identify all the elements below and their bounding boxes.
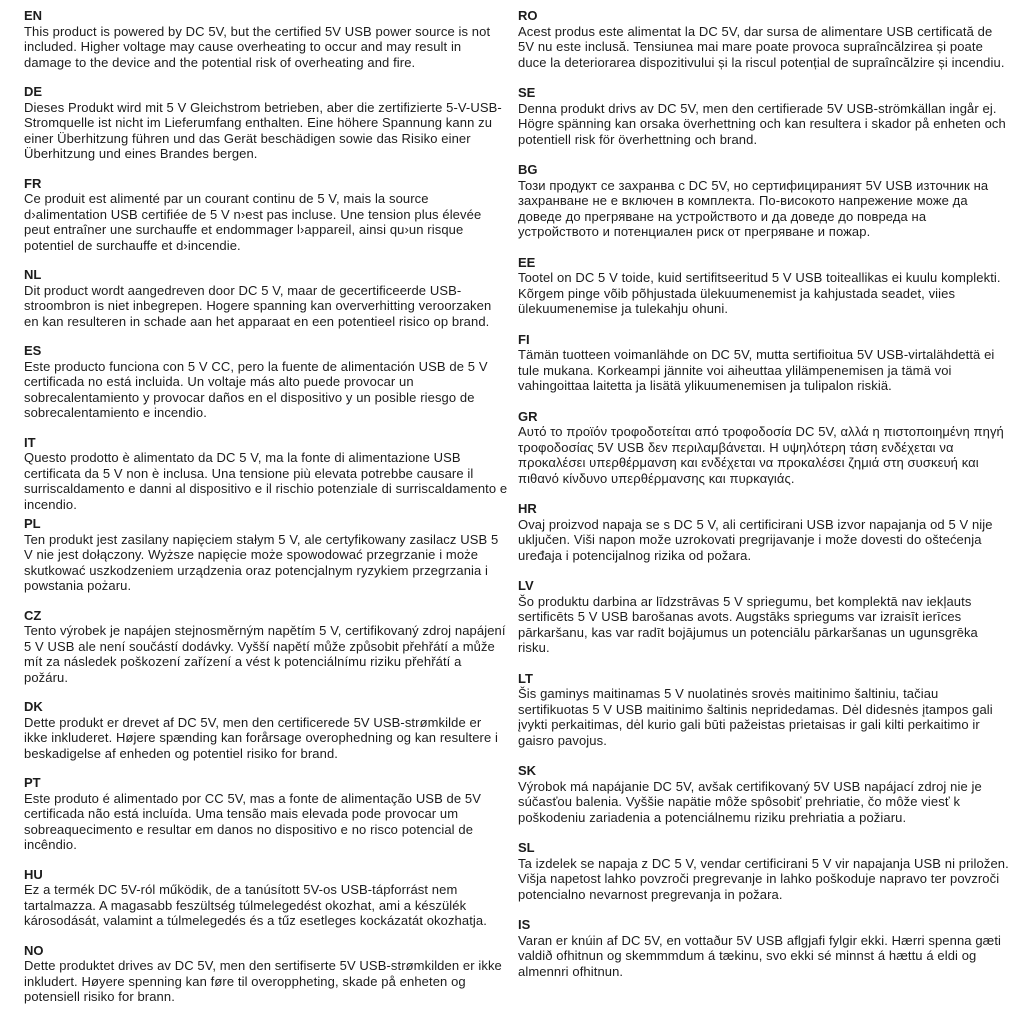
- lang-text-ro: Acest produs este alimentat la DC 5V, dar sursa de alimentare USB certificată de 5V nu este inclusă. Tensiunea mai mare poate provoca supraîncălzirea și poate duce la deteriorarea dispozitivului și la riscul potențial de supraîncălzire și incendiu.: [518, 23, 1005, 70]
- lang-text-sk: Výrobok má napájanie DC 5V, avšak certifikovaný 5V USB napájací zdroj nie je súčasťou balenia. Vyššie napätie môže spôsobiť prehriatie, čo môže viesť k poškodeniu zariadenia a potenciálnemu riziku prehriatia a požiaru.: [518, 778, 982, 825]
- lang-section-hr: [518, 501, 1010, 563]
- lang-code-sl: SL: [518, 840, 535, 855]
- lang-section-cz: [24, 608, 508, 686]
- lang-code-pl: PL: [24, 516, 41, 531]
- lang-text-no: Dette produktet drives av DC 5V, men den sertifiserte 5V USB-strømkilden er ikke inkludert. Høyere spenning kan føre til overoppheting, skade på enheten og potensiell risiko for brann.: [24, 958, 502, 1004]
- lang-section-pt: [24, 775, 508, 853]
- lang-code-lt: LT: [518, 670, 533, 686]
- lang-code-sk: SK: [518, 763, 537, 778]
- lang-section-fr: [24, 176, 508, 254]
- lang-code-es: ES: [24, 343, 42, 358]
- lang-code-fr: FR: [24, 175, 42, 191]
- lang-section-es: [24, 343, 508, 421]
- left-column: [24, 8, 508, 1024]
- lang-text-cz: Tento výrobek je napájen stejnosměrným napětím 5 V, certifikovaný zdroj napájení 5 V USB ale není součástí dodávky. Vyšší napětí může způsobit přehřátí a může mít za následek poškození zařízení a vést k potenciálnímu riziku přehřátí a požáru.: [24, 623, 506, 685]
- lang-code-lv: LV: [518, 578, 534, 593]
- lang-text-ee: Tootel on DC 5 V toide, kuid sertifitseeritud 5 V USB toiteallikas ei kuulu komplekti. Kõrgem pinge võib põhjustada ülekuumenemist ja kahjustada seadet, viies ülekuumenemise ja tulekahju ohuni.: [518, 270, 1001, 316]
- lang-text-sl: Ta izdelek se napaja z DC 5 V, vendar certificirani 5 V vir napajanja USB ni priložen. Višja napetost lahko povzroči pregrevanje in lahko poškoduje napravo ter povzroči potencialno nevarnost pregrevanja in požara.: [518, 855, 1009, 902]
- lang-code-ro: RO: [518, 8, 538, 23]
- lang-code-ee: EE: [518, 254, 536, 270]
- lang-section-hu: [24, 867, 508, 929]
- lang-text-es: Este producto funciona con 5 V CC, pero la fuente de alimentación USB de 5 V certificada no está incluida. Un voltaje más alto puede provocar un sobrecalentamiento y provocar daños en el dispositivo y un posible riesgo de sobrecalentamiento e incendio.: [24, 358, 488, 420]
- lang-section-ro: [518, 8, 1010, 70]
- lang-text-hr: Ovaj proizvod napaja se s DC 5 V, ali certificirani USB izvor napajanja od 5 V nije uključen. Viši napon može uzrokovati pregrijavanje i može dovesti do oštećenja uređaja i potencijalnog rizika od požara.: [518, 516, 993, 563]
- lang-section-dk: [24, 699, 508, 761]
- lang-section-lt: [518, 671, 1010, 749]
- lang-section-bg: [518, 162, 1010, 240]
- lang-text-pt: Este produto é alimentado por CC 5V, mas a fonte de alimentação USB de 5V certificada não está incluída. Uma tensão mais elevada pode provocar um sobreaquecimento e resultar em danos no dispositivo e no risco potencial de incêndio.: [24, 790, 482, 852]
- lang-section-nl: [24, 267, 508, 329]
- lang-text-hu: Ez a termék DC 5V-ról működik, de a tanúsított 5V-os USB-tápforrást nem tartalmazza. A magasabb feszültség túlmelegedést okozhat, ami a készülék károsodását, valamint a túlmelegedés és a tűz esetleges kockázatát okozhatja.: [24, 882, 487, 928]
- right-column: [518, 8, 1010, 1024]
- lang-code-it: IT: [24, 434, 36, 450]
- lang-section-sl: [518, 840, 1010, 902]
- lang-section-fi: [518, 332, 1010, 394]
- lang-code-en: EN: [24, 8, 43, 23]
- lang-text-lt: Šis gaminys maitinamas 5 V nuolatinės srovės maitinimo šaltiniu, tačiau sertifikuotas 5 V USB maitinimo šaltinis nepridedamas. Dėl didesnės įtampos gali įvykti perkaitimas, dėl kurio gali būti pažeistas prietaisas ir gali kilti perkaitimo ir gaisro pavojus.: [518, 686, 993, 748]
- lang-section-ee: [518, 255, 1010, 317]
- lang-code-dk: DK: [24, 699, 43, 714]
- lang-section-se: [518, 85, 1010, 147]
- lang-section-it: [24, 435, 508, 513]
- lang-code-pt: PT: [24, 775, 41, 790]
- lang-text-en: This product is powered by DC 5V, but the certified 5V USB power source is not included. Higher voltage may cause overheating to occur and may result in damage to the device and the potential risk of overheating and fire.: [24, 23, 491, 70]
- lang-code-no: NO: [24, 942, 44, 958]
- lang-section-no: [24, 943, 508, 1005]
- lang-section-pl: [24, 516, 508, 594]
- lang-code-hr: HR: [518, 501, 537, 516]
- lang-code-is: IS: [518, 917, 531, 932]
- lang-code-fi: FI: [518, 331, 530, 347]
- lang-code-bg: BG: [518, 162, 538, 177]
- lang-code-hu: HU: [24, 866, 43, 882]
- lang-code-cz: CZ: [24, 607, 42, 623]
- lang-code-gr: GR: [518, 408, 538, 424]
- lang-section-sk: [518, 763, 1010, 825]
- lang-text-nl: Dit product wordt aangedreven door DC 5 V, maar de gecertificeerde USB-stroombron is niet inbegrepen. Hogere spanning kan oververhitting veroorzaken en kan resulteren in schade aan het apparaat en een potentieel risico op brand.: [24, 282, 492, 329]
- lang-text-gr: Αυτό το προϊόν τροφοδοτείται από τροφοδοσία DC 5V, αλλά η πιστοποιημένη πηγή τροφοδοσίας 5V USB δεν περιλαμβάνεται. Η υψηλότερη τάση ενδέχεται να προκαλέσει υπερθέρμανση και ενδέχεται να προκαλέσει ζημιά στη συσκευή και πιθανό κίνδυνο υπερθέρμανσης και πυρκαγιάς.: [518, 424, 1004, 486]
- lang-section-gr: [518, 409, 1010, 487]
- lang-text-it: Questo prodotto è alimentato da DC 5 V, ma la fonte di alimentazione USB certificata da 5 V non è inclusa. Una tensione più elevata potrebbe causare il surriscaldamento e danni al dispositivo e il rischio potenziale di surriscaldamento e incendio.: [24, 450, 508, 512]
- lang-section-lv: [518, 578, 1010, 656]
- lang-code-de: DE: [24, 84, 43, 99]
- lang-text-fr: Ce produit est alimenté par un courant continu de 5 V, mais la source d›alimentation USB certifiée de 5 V n›est pas incluse. Une tension plus élevée peut entraîner une surchauffe et endommager l›appareil, ainsi qu›un risque potentiel de surchauffe et d›incendie.: [24, 191, 482, 253]
- lang-section-en: [24, 8, 508, 70]
- lang-text-lv: Šo produktu darbina ar līdzstrāvas 5 V spriegumu, bet komplektā nav iekļauts sertificēts 5 V USB barošanas avots. Augstāks spriegums var izraisīt ierīces pārkaršanu, kas var radīt bojājumus un potenciālu pārkaršanas un ugunsgrēka risku.: [518, 593, 978, 655]
- lang-section-is: [518, 917, 1010, 979]
- lang-text-se: Denna produkt drivs av DC 5V, men den certifierade 5V USB-strömkällan ingår ej. Högre spänning kan orsaka överhettning och kan resultera i skador på enheten och potentiell risk för överhettning och brand.: [518, 100, 1006, 147]
- lang-text-is: Varan er knúin af DC 5V, en vottaður 5V USB aflgjafi fylgir ekki. Hærri spenna gæti valdið ofhitnun og skemmmdum á tækinu, svo ekki sé minnst á hættu á eldi og almennri ofhitnun.: [518, 932, 1002, 979]
- lang-code-nl: NL: [24, 267, 42, 282]
- lang-text-pl: Ten produkt jest zasilany napięciem stałym 5 V, ale certyfikowany zasilacz USB 5 V nie jest dołączony. Wyższe napięcie może spowodować przegrzanie i może skutkować uszkodzeniem urządzenia oraz potencjalnym ryzykiem przegrzania i powstania pożaru.: [24, 531, 499, 593]
- lang-section-de: [24, 84, 508, 162]
- lang-text-bg: Този продукт се захранва с DC 5V, но сертифицираният 5V USB източник на захранване не е включен в комплекта. По-високото напрежение може да доведе до прегряване на устройството и да доведе до повреда на устройството и потенциален риск от прегряване и пожар.: [518, 177, 989, 239]
- lang-code-se: SE: [518, 85, 536, 100]
- lang-text-dk: Dette produkt er drevet af DC 5V, men den certificerede 5V USB-strømkilde er ikke inkluderet. Højere spænding kan forårsage overophedning og kan resultere i beskadigelse af enheden og potentiel risiko for brand.: [24, 714, 499, 761]
- lang-text-fi: Tämän tuotteen voimanlähde on DC 5V, mutta sertifioitua 5V USB-virtalähdettä ei tule mukana. Korkeampi jännite voi aiheuttaa ylilämpenemisen ja tämä voi vahingoittaa laitetta ja lisätä ylikuumenemisen ja tulipalon riskiä.: [518, 347, 995, 393]
- lang-text-de: Dieses Produkt wird mit 5 V Gleichstrom betrieben, aber die zertifizierte 5-V-USB-Stromquelle ist nicht im Lieferumfang enthalten. Eine höhere Spannung kann zu einer Überhitzung führen und das Gerät beschädigen sowie das Risiko einer Überhitzung und eines Brandes bergen.: [24, 99, 502, 161]
